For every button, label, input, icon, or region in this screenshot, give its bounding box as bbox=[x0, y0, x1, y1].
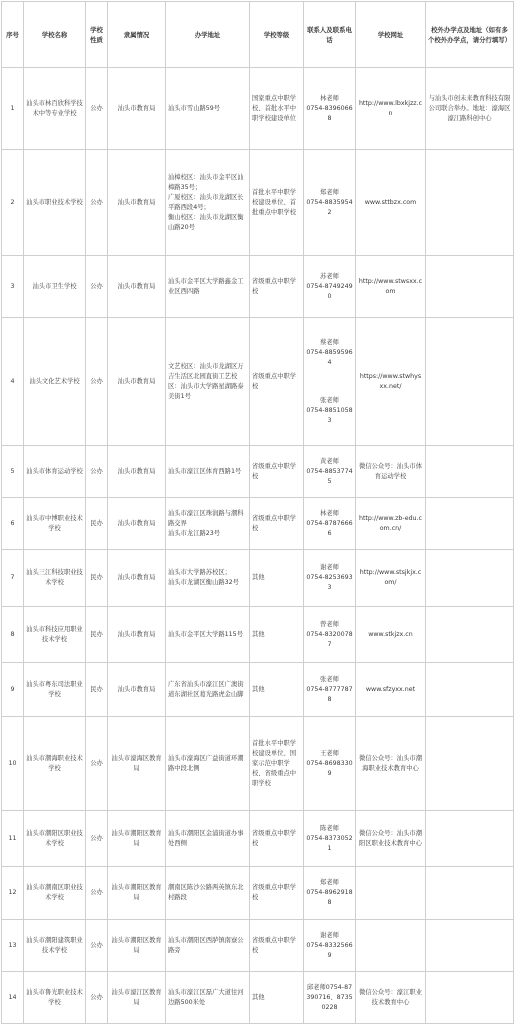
address-line: 文艺校区：汕头市龙湖区万吉生活区北园直街工艺校区：汕头市大学路星湖路泰美街1号 bbox=[168, 362, 244, 400]
header-no: 序号 bbox=[2, 2, 24, 68]
cell-contact bbox=[304, 550, 356, 607]
cell-website[interactable] bbox=[356, 920, 426, 972]
cell-website[interactable] bbox=[356, 867, 426, 920]
cell-nature: 公办 bbox=[86, 920, 108, 972]
cell-affiliation: 汕头市教育局 bbox=[108, 550, 166, 607]
cell-website[interactable]: 微信公众号：汕头市潮海职业技术教育中心 bbox=[356, 717, 426, 811]
cell-contact bbox=[304, 867, 356, 920]
cell-no: 8 bbox=[2, 607, 24, 663]
cell-affiliation: 汕头市教育局 bbox=[108, 607, 166, 663]
contact-line: 邱老师0754-87390716、87350228 bbox=[306, 983, 353, 1011]
cell-nature: 公办 bbox=[86, 717, 108, 811]
cell-name: 汕头市潮南区职业技术学校 bbox=[24, 867, 86, 920]
table-row bbox=[2, 446, 514, 498]
contact-line: 张老师 bbox=[320, 396, 339, 404]
cell-nature: 公办 bbox=[86, 150, 108, 256]
school-table bbox=[1, 1, 514, 1024]
cell-nature: 民办 bbox=[86, 498, 108, 550]
cell-level: 省级重点中职学校 bbox=[250, 867, 304, 920]
cell-no: 6 bbox=[2, 498, 24, 550]
cell-affiliation: 汕头市教育局 bbox=[108, 498, 166, 550]
cell-level: 省级重点中职学校 bbox=[250, 256, 304, 318]
cell-branch bbox=[426, 256, 514, 318]
cell-nature: 公办 bbox=[86, 867, 108, 920]
cell-level: 省级重点中职学校 bbox=[250, 318, 304, 446]
cell-address bbox=[166, 920, 250, 972]
table-row bbox=[2, 550, 514, 607]
contact-line: 曾老师 bbox=[320, 620, 339, 628]
cell-contact bbox=[304, 811, 356, 867]
table-row bbox=[2, 150, 514, 256]
cell-website[interactable]: https://www.stwhysxx.net/ bbox=[356, 318, 426, 446]
cell-affiliation: 汕头市濠海区教育局 bbox=[108, 717, 166, 811]
cell-branch bbox=[426, 607, 514, 663]
address-line: 广厦校区：汕头市龙湖区长平路西段4号； bbox=[168, 193, 244, 211]
table-row bbox=[2, 498, 514, 550]
cell-contact bbox=[304, 920, 356, 972]
cell-address bbox=[166, 318, 250, 446]
cell-branch bbox=[426, 867, 514, 920]
cell-affiliation: 汕头市潮阳区教育局 bbox=[108, 811, 166, 867]
contact-line: 黄老师 bbox=[320, 457, 339, 465]
header-nature: 学校性质 bbox=[86, 2, 108, 68]
cell-nature: 民办 bbox=[86, 663, 108, 717]
cell-contact bbox=[304, 663, 356, 717]
cell-contact bbox=[304, 498, 356, 550]
cell-address bbox=[166, 550, 250, 607]
address-line: 潮南区陈沙公路两英镇东北村路段 bbox=[168, 884, 244, 901]
cell-website[interactable]: http://www.lbxkjzz.cn bbox=[356, 68, 426, 150]
contact-line: 0754-83325669 bbox=[306, 941, 353, 959]
cell-no: 10 bbox=[2, 717, 24, 811]
cell-level: 省级重点中职学校 bbox=[250, 498, 304, 550]
table-row bbox=[2, 867, 514, 920]
cell-name: 汕头市林百欣科学技术中等专业学校 bbox=[24, 68, 86, 150]
cell-no: 13 bbox=[2, 920, 24, 972]
contact-line: 0754-86983309 bbox=[306, 759, 353, 777]
cell-name: 汕头市潮阳区职业技术学校 bbox=[24, 811, 86, 867]
cell-level: 其他 bbox=[250, 972, 304, 1024]
contact-line: 谢老师 bbox=[320, 564, 339, 571]
cell-level: 其他 bbox=[250, 550, 304, 607]
contact-line: 0754-88537745 bbox=[306, 467, 353, 485]
address-line: 汕头市濠江区珠润路与潮科路交界 bbox=[168, 509, 244, 527]
contact-line: 0754-88510583 bbox=[306, 406, 353, 424]
cell-name: 汕头市体育运动学校 bbox=[24, 446, 86, 498]
cell-address bbox=[166, 256, 250, 318]
cell-level: 省级重点中职学校 bbox=[250, 920, 304, 972]
address-line: 汕头市大学路苏校区； bbox=[168, 569, 231, 576]
cell-branch: 与汕头市创未来教育科技有限公司联合举办。地址：濠海区濠江路科创中心 bbox=[426, 68, 514, 150]
cell-contact bbox=[304, 972, 356, 1024]
cell-level: 国家重点中职学校、首批水平中职学校建设单位 bbox=[250, 68, 304, 150]
cell-nature: 公办 bbox=[86, 446, 108, 498]
cell-address bbox=[166, 972, 250, 1024]
cell-no: 7 bbox=[2, 550, 24, 607]
address-line: 汕头市潮阳区金浦街道办事处西侧 bbox=[168, 829, 244, 847]
cell-contact bbox=[304, 256, 356, 318]
cell-nature: 公办 bbox=[86, 811, 108, 867]
address-line: 汕头市金平区大学路鑫金工业区西四路 bbox=[168, 277, 244, 295]
cell-contact bbox=[304, 318, 356, 446]
cell-no: 2 bbox=[2, 150, 24, 256]
address-line: 汕樟校区：汕头市金平区汕樟路35号； bbox=[168, 173, 244, 191]
address-line: 汕头市濠江区体育西路1号 bbox=[168, 467, 242, 475]
cell-no: 5 bbox=[2, 446, 24, 498]
contact-line: 林老师 bbox=[320, 509, 339, 517]
cell-affiliation: 汕头市教育局 bbox=[108, 663, 166, 717]
contact-line: 郑老师 bbox=[320, 188, 339, 196]
header-level: 学校等级 bbox=[250, 2, 304, 68]
cell-contact bbox=[304, 68, 356, 150]
table-row bbox=[2, 920, 514, 972]
cell-branch bbox=[426, 920, 514, 972]
cell-nature: 公办 bbox=[86, 972, 108, 1024]
cell-nature: 民办 bbox=[86, 607, 108, 663]
contact-line: 蔡老师 bbox=[320, 338, 339, 346]
cell-address bbox=[166, 498, 250, 550]
cell-website[interactable]: 微信公众号：汕头市潮阳区职业技术教育中心 bbox=[356, 811, 426, 867]
cell-address bbox=[166, 717, 250, 811]
contact-line: 0754-83960668 bbox=[306, 104, 353, 122]
cell-no: 9 bbox=[2, 663, 24, 717]
header-name: 学校名称 bbox=[24, 2, 86, 68]
cell-no: 3 bbox=[2, 256, 24, 318]
contact-line: 0754-83730521 bbox=[306, 834, 353, 852]
cell-name: 汕头市鲁光职业技术学校 bbox=[24, 972, 86, 1024]
contact-line: 郑老师 bbox=[320, 879, 339, 886]
address-line: 汕头市龙江路23号 bbox=[168, 529, 221, 537]
cell-name: 汕头文化艺术学校 bbox=[24, 318, 86, 446]
table-row bbox=[2, 717, 514, 811]
cell-branch bbox=[426, 811, 514, 867]
address-line: 汕头市潮阳区西胪镇南寮公路旁 bbox=[168, 936, 244, 954]
header-affiliation: 隶属情况 bbox=[108, 2, 166, 68]
address-line: 汕头市雪山路59号 bbox=[168, 104, 221, 112]
cell-affiliation: 汕头市潮阳区教育局 bbox=[108, 920, 166, 972]
cell-level: 其他 bbox=[250, 663, 304, 717]
cell-name: 汕头市卫生学校 bbox=[24, 256, 86, 318]
cell-branch bbox=[426, 446, 514, 498]
cell-no: 14 bbox=[2, 972, 24, 1024]
cell-affiliation: 汕头市教育局 bbox=[108, 256, 166, 318]
cell-website[interactable]: http://www.zb-edu.com.cn/ bbox=[356, 498, 426, 550]
address-line: 汕头市金平区大学路115号 bbox=[168, 630, 243, 638]
cell-address bbox=[166, 811, 250, 867]
address-line: 汕头市濠江区磊广大道往河边路500米处 bbox=[168, 988, 244, 1006]
cell-website[interactable]: http://www.stwsxx.com bbox=[356, 256, 426, 318]
cell-name: 汕头市粤东司法职业学校 bbox=[24, 663, 86, 717]
cell-address bbox=[166, 446, 250, 498]
cell-branch bbox=[426, 498, 514, 550]
cell-no: 11 bbox=[2, 811, 24, 867]
contact-line: 林老师 bbox=[320, 94, 339, 102]
contact-line: 0754-87876666 bbox=[306, 519, 353, 537]
cell-contact bbox=[304, 607, 356, 663]
contact-line: 0754-88595964 bbox=[306, 348, 353, 366]
cell-website[interactable]: www.sttbzx.com bbox=[356, 150, 426, 256]
header-address: 办学地址 bbox=[166, 2, 250, 68]
cell-website[interactable]: 微信公众号：濠江职业技术教育中心 bbox=[356, 972, 426, 1024]
cell-affiliation: 汕头市濠江区教育局 bbox=[108, 972, 166, 1024]
cell-affiliation: 汕头市教育局 bbox=[108, 318, 166, 446]
cell-affiliation: 汕头市教育局 bbox=[108, 446, 166, 498]
cell-website[interactable]: www.sfzyxx.net bbox=[356, 663, 426, 717]
cell-level: 其他 bbox=[250, 607, 304, 663]
cell-branch bbox=[426, 150, 514, 256]
cell-no: 4 bbox=[2, 318, 24, 446]
cell-branch bbox=[426, 318, 514, 446]
cell-branch bbox=[426, 663, 514, 717]
cell-level: 首批水平中职学校建设单位、国家示范中职学校、省级重点中职学校 bbox=[250, 717, 304, 811]
cell-nature: 民办 bbox=[86, 550, 108, 607]
cell-name: 汕头市潮海职业技术学校 bbox=[24, 717, 86, 811]
table-row bbox=[2, 256, 514, 318]
cell-level: 省级重点中职学校 bbox=[250, 811, 304, 867]
cell-name: 汕头市职业技术学校 bbox=[24, 150, 86, 256]
cell-nature: 公办 bbox=[86, 256, 108, 318]
cell-address bbox=[166, 150, 250, 256]
address-line: 汕头市濠海区广益街道环潮路中段北侧 bbox=[168, 754, 244, 772]
cell-name: 汕头市中博职业技术学校 bbox=[24, 498, 86, 550]
cell-branch bbox=[426, 972, 514, 1024]
table-row bbox=[2, 68, 514, 150]
address-line: 衡山校区：汕头市龙湖区衡山路20号 bbox=[168, 213, 244, 231]
cell-branch bbox=[426, 717, 514, 811]
address-line: 广东省汕头市濠江区广澳街道东湖社区葛光路虎金山脚 bbox=[168, 680, 244, 698]
cell-website[interactable]: http://www.stsjkjx.com/ bbox=[356, 550, 426, 607]
cell-contact bbox=[304, 446, 356, 498]
table-row bbox=[2, 972, 514, 1024]
cell-no: 1 bbox=[2, 68, 24, 150]
contact-line: 张老师 bbox=[320, 675, 339, 683]
table-row bbox=[2, 318, 514, 446]
table-row bbox=[2, 607, 514, 663]
header-contact: 联系人及联系电话 bbox=[304, 2, 356, 68]
contact-line: 0754-83200787 bbox=[306, 630, 353, 648]
cell-no: 12 bbox=[2, 867, 24, 920]
cell-address bbox=[166, 68, 250, 150]
table-row bbox=[2, 663, 514, 717]
cell-level: 省级重点中职学校 bbox=[250, 446, 304, 498]
cell-nature: 公办 bbox=[86, 68, 108, 150]
contact-line: 0754-82536933 bbox=[306, 574, 353, 591]
cell-contact bbox=[304, 150, 356, 256]
contact-line: 苏老师 bbox=[320, 272, 339, 280]
contact-line: 0754-88359542 bbox=[306, 198, 353, 216]
table-row bbox=[2, 811, 514, 867]
contact-line: 0754-89629188 bbox=[306, 889, 353, 906]
header-website: 学校网址 bbox=[356, 2, 426, 68]
contact-line: 0754-87777878 bbox=[306, 685, 353, 703]
cell-branch bbox=[426, 550, 514, 607]
cell-name: 汕头三江科技职业技术学校 bbox=[24, 550, 86, 607]
cell-website[interactable]: 微信公众号：汕头市体育运动学校 bbox=[356, 446, 426, 498]
header-branch: 校外办学点及地址（如有多个校外办学点，请分行填写） bbox=[426, 2, 514, 68]
contact-line: 谢老师 bbox=[320, 931, 339, 939]
cell-contact bbox=[304, 717, 356, 811]
cell-nature: 公办 bbox=[86, 318, 108, 446]
cell-address bbox=[166, 663, 250, 717]
cell-name: 汕头市潮阳建筑职业技术学校 bbox=[24, 920, 86, 972]
address-line: 汕头市龙湖区衡山路32号 bbox=[168, 579, 239, 586]
contact-line: 王老师 bbox=[320, 749, 339, 757]
cell-address bbox=[166, 607, 250, 663]
contact-line: 陈老师 bbox=[320, 824, 339, 832]
cell-address bbox=[166, 867, 250, 920]
cell-name: 汕头市科技应用职业技术学校 bbox=[24, 607, 86, 663]
cell-affiliation: 汕头市潮阳区教育局 bbox=[108, 867, 166, 920]
contact-line: 0754-87492490 bbox=[306, 282, 353, 300]
cell-website[interactable]: www.stkjzx.cn bbox=[356, 607, 426, 663]
cell-level: 首批水平中职学校建设单位、首批重点中职学校 bbox=[250, 150, 304, 256]
header-row bbox=[2, 2, 514, 68]
cell-affiliation: 汕头市教育局 bbox=[108, 68, 166, 150]
cell-affiliation: 汕头市教育局 bbox=[108, 150, 166, 256]
